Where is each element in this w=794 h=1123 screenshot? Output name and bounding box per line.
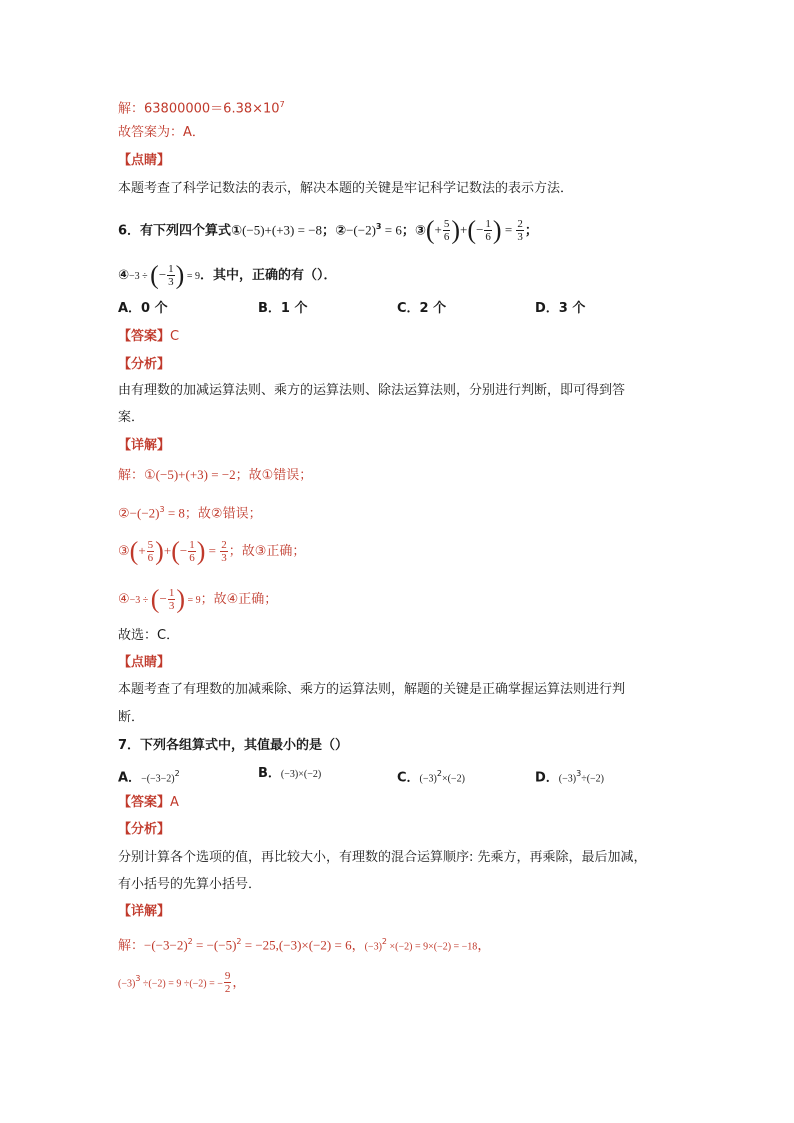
q7-answer: 【答案】A — [118, 795, 179, 810]
q7-analysis-tag: 【分析】 — [118, 822, 171, 837]
q7-detail-tag: 【详解】 — [118, 904, 171, 919]
q7-detail-line1: 解：$-(-3-2)^2 = -(-5)^2 = -25,(-3)\times(-2) = 6$，$(-3)^2 \times(-2) = 9\times(-2) = -18$， — [118, 937, 491, 954]
q7-option-c: C．$(-3)^2\times(-2)$ — [397, 769, 465, 786]
q6-comment-line1: 本题考查了有理数的加减乘除、乘方的运算法则，解题的关键是正确掌握运算法则进行判 — [118, 682, 626, 697]
q6-analysis-line2: 案． — [118, 410, 145, 425]
q6-option-c: C．2 个 — [397, 301, 447, 316]
q6-analysis-line1: 由有理数的加减运算法则、乘方的运算法则、除法运算法则，分别进行判断，即可得到答 — [118, 383, 626, 398]
q6-stem-line1: 6．有下列四个算式①(−5)+(+3) = −8；$②-(-2)^3 = 6$；③(+ $\frac{5}{6}$ )+(− $\frac{1}{6}$ ) = $\frac{2}{3}$ ； — [118, 215, 538, 245]
q6-detail-line2: $②-(-2)^3 = 8$；故②错误； — [118, 505, 262, 522]
q6-option-d: D．3 个 — [535, 301, 586, 316]
q7-analysis-line1: 分别计算各个选项的值，再比较大小，有理数的混合运算顺序: 先乘方，再乘除，最后加减， — [118, 850, 647, 865]
q6-answer: 【答案】C — [118, 329, 180, 344]
q7-analysis-line2: 有小括号的先算小括号． — [118, 877, 262, 892]
q5-answer-line: 故答案为：A． — [118, 125, 205, 140]
q7-option-d: D．$(-3)^3\div(-2)$ — [535, 769, 604, 786]
q6-detail-line4: ④−3 ÷ (− $\frac{1}{3}$ ) = 9；故④正确； — [118, 584, 278, 614]
q6-analysis-tag: 【分析】 — [118, 357, 171, 372]
q6-choose: 故选：C． — [118, 628, 180, 643]
q5-solution-line: 解：$63800000=6.38\times 10^7$ — [118, 100, 285, 117]
q6-option-b: B．1 个 — [258, 301, 308, 316]
q6-comment-tag: 【点睛】 — [118, 655, 171, 670]
exponent: 7 — [279, 100, 285, 109]
q6-detail-line3: ③(+ $\frac{5}{6}$ )+(− $\frac{1}{6}$ ) = $\frac{2}{3}$ ；故③正确； — [118, 536, 306, 566]
q7-stem: 7．下列各组算式中，其值最小的是（） — [118, 738, 349, 753]
q5-comment-text: 本题考查了科学记数法的表示，解决本题的关键是牢记科学记数法的表示方法． — [118, 181, 574, 196]
q6-detail-line1: 解：①(−5)+(+3) = −2；故①错误； — [118, 467, 313, 483]
q7-detail-line2: $(-3)^3 \div(-2) = 9 \div(-2)$ = − $\frac{9}{2}$ ， — [118, 970, 246, 996]
q6-stem-line2: ④−3 ÷ (− $\frac{1}{3}$ ) = 9．其中，正确的有（）． — [118, 260, 337, 290]
q6-option-a: A．0 个 — [118, 301, 168, 316]
q7-option-b: B．(−3)×(−2) — [258, 766, 322, 781]
q7-option-a: A．$-(-3-2)^2$ — [118, 769, 180, 786]
q6-comment-line2: 断． — [118, 710, 145, 725]
q6-detail-tag: 【详解】 — [118, 438, 171, 453]
q5-comment-tag: 【点睛】 — [118, 153, 171, 168]
